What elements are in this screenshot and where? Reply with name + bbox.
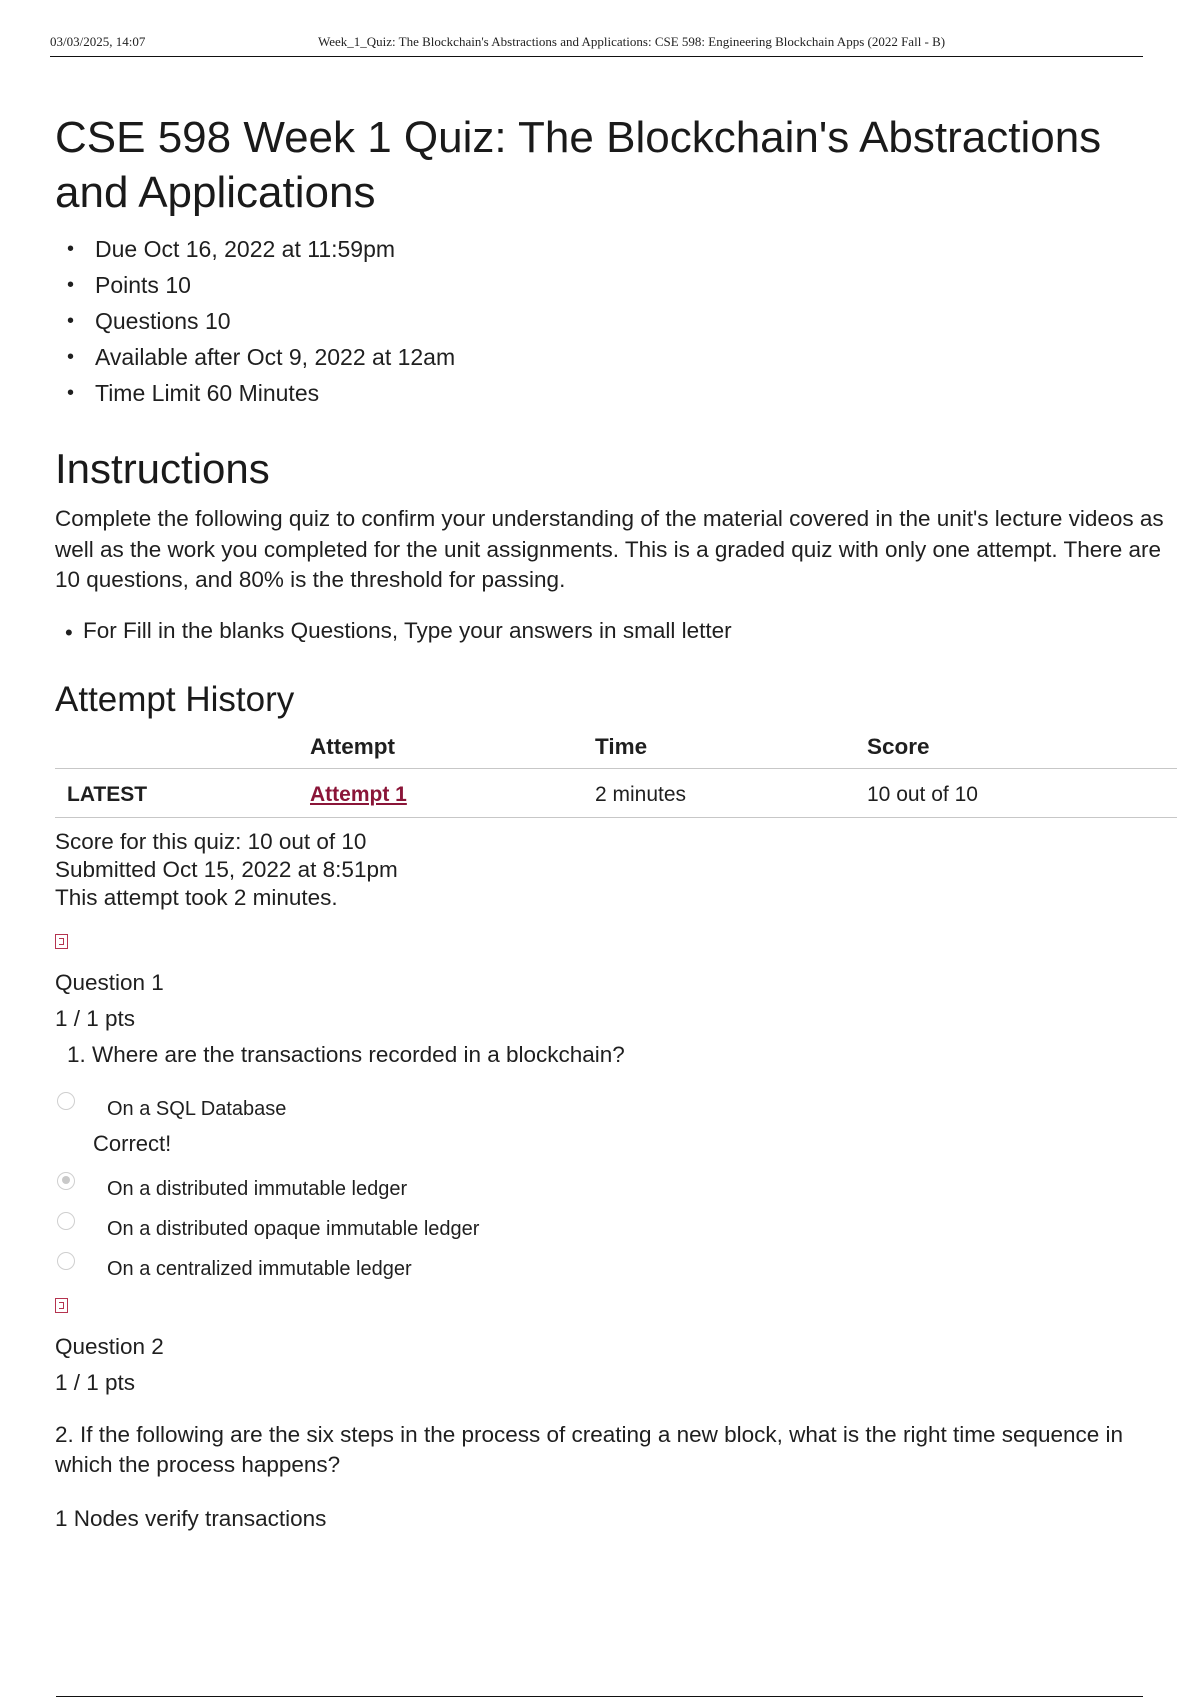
attempt-history-table	[55, 732, 1177, 818]
footer-divider	[56, 1696, 1143, 1697]
detail-time-limit: • Time Limit 60 Minutes	[55, 378, 1170, 408]
col-header-blank	[55, 732, 310, 769]
col-header-attempt: Attempt	[310, 732, 595, 769]
answer-option[interactable]	[55, 1092, 1170, 1132]
instructions-body: Complete the following quiz to confirm your understanding of the material covered in the unit's lecture videos as well as the work you completed for the unit assignments. This is a graded quiz with only one attempt. There are 10 questions, and 80% is the threshold for passing.	[55, 506, 1164, 592]
quiz-content	[55, 110, 1170, 1534]
question-text: 2. If the following are the six steps in the process of creating a new block, what is the right time sequence in which the process happens?	[55, 1421, 1124, 1477]
print-header	[50, 34, 1143, 56]
answer-option[interactable]	[55, 1252, 1170, 1292]
radio-icon[interactable]	[57, 1172, 75, 1190]
radio-icon[interactable]	[57, 1252, 75, 1270]
question-2	[55, 1298, 1170, 1534]
question-points: 1 / 1 pts	[55, 1005, 136, 1031]
question-title: Question 1	[55, 969, 164, 995]
attempt-history-heading: Attempt History	[55, 679, 295, 719]
question-points: 1 / 1 pts	[55, 1369, 136, 1395]
detail-available: • Available after Oct 9, 2022 at 12am	[55, 342, 1170, 372]
sequence-step: 1 Nodes verify transactions	[55, 1505, 327, 1531]
header-divider	[50, 56, 1143, 57]
latest-tag: LATEST	[55, 768, 310, 817]
radio-icon[interactable]	[57, 1212, 75, 1230]
print-timestamp: 03/03/2025, 14:07	[50, 34, 146, 49]
attempt-summary	[55, 828, 1170, 912]
question-1	[55, 934, 1170, 1292]
answer-label: On a distributed opaque immutable ledger	[107, 1217, 480, 1240]
summary-score: Score for this quiz: 10 out of 10	[55, 828, 367, 854]
instructions-heading: Instructions	[55, 445, 270, 492]
attempt-time: 2 minutes	[595, 768, 867, 817]
answer-label: On a SQL Database	[107, 1097, 287, 1120]
col-header-time: Time	[595, 732, 867, 769]
quiz-details	[55, 234, 1170, 408]
answer-label: On a centralized immutable ledger	[107, 1257, 412, 1280]
print-page-title: Week_1_Quiz: The Blockchain's Abstractions and Applications: CSE 598: Engineering Blockchain Apps (2022 Fall - B)	[318, 34, 946, 49]
flag-icon[interactable]	[55, 934, 68, 949]
radio-icon[interactable]	[57, 1092, 75, 1110]
table-header-row	[55, 732, 1177, 769]
flag-icon[interactable]	[55, 1298, 68, 1313]
answer-option-selected[interactable]	[55, 1172, 1170, 1212]
detail-due: • Due Oct 16, 2022 at 11:59pm	[55, 234, 1170, 264]
summary-duration: This attempt took 2 minutes.	[55, 884, 338, 910]
col-header-score: Score	[867, 732, 1177, 769]
attempt-score: 10 out of 10	[867, 768, 1177, 817]
correct-label: Correct!	[93, 1130, 172, 1156]
answer-label: On a distributed immutable ledger	[107, 1177, 408, 1200]
table-row	[55, 768, 1177, 817]
quiz-title: CSE 598 Week 1 Quiz: The Blockchain's Abstractions and Applications	[55, 113, 1102, 217]
attempt-1-link[interactable]: Attempt 1	[310, 782, 407, 806]
summary-submitted: Submitted Oct 15, 2022 at 8:51pm	[55, 856, 398, 882]
instructions-bullet: • For Fill in the blanks Questions, Type your answers in small letter	[55, 616, 1170, 646]
detail-points: • Points 10	[55, 270, 1170, 300]
answer-option[interactable]	[55, 1212, 1170, 1252]
instructions-bullets	[55, 616, 1170, 646]
detail-questions: • Questions 10	[55, 306, 1170, 336]
question-title: Question 2	[55, 1333, 164, 1359]
question-text: 1. Where are the transactions recorded in a blockchain?	[67, 1041, 625, 1067]
